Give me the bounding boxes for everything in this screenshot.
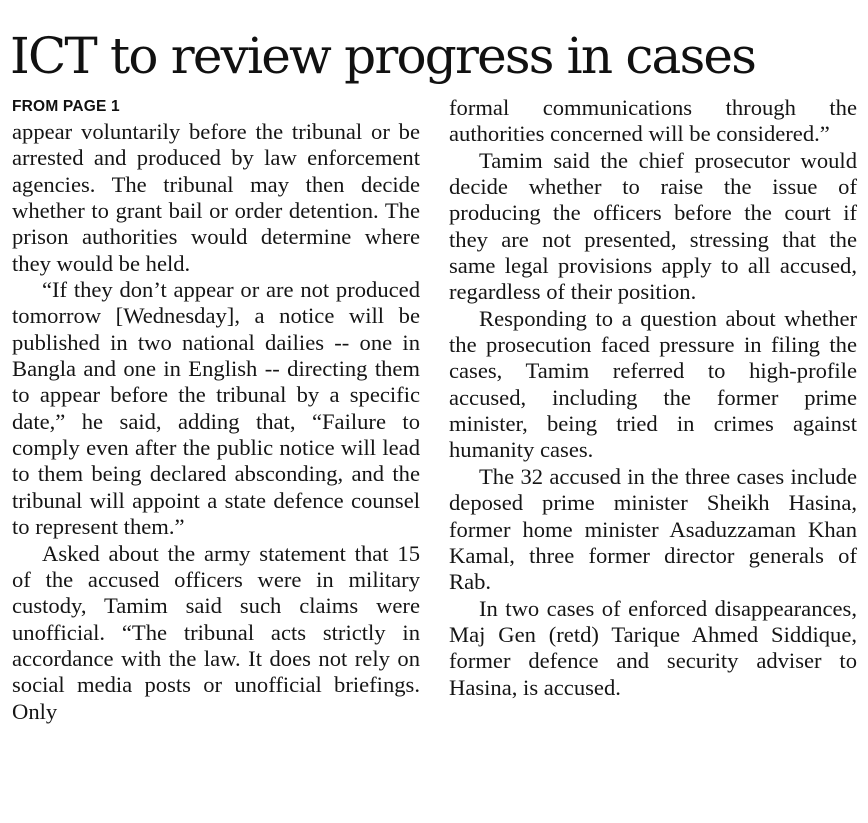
paragraph: In two cases of enforced disappearances, Maj Gen (retd) Tarique Ahmed Siddique, former defence and security adviser to Hasina, is accused. xyxy=(449,595,857,700)
paragraph: formal communications through the authorities concerned will be considered.” xyxy=(449,95,857,147)
paragraph: Asked about the army statement that 15 of the accused officers were in military custody, Tamim said such claims were unofficial. “The tribunal acts strictly in accordance with the law. It does not rely on social media posts or unofficial briefings. Only xyxy=(12,540,420,724)
paragraph: “If they don’t appear or are not produced tomorrow [Wednesday], a notice will be published in two national dailies -- one in Bangla and one in English -- directing them to appear before the tribunal by a specific date,” he said, adding that, “Failure to comply even after the public notice will lead to them being declared absconding, and the tribunal will appoint a state defence counsel to represent them.” xyxy=(12,277,420,540)
paragraph: The 32 accused in the three cases include deposed prime minister Sheikh Hasina, former home minister Asaduzzaman Khan Kamal, three former director generals of Rab. xyxy=(449,463,857,595)
paragraph: Responding to a question about whether the prosecution faced pressure in filing the cases, Tamim referred to high-profile accused, including the former prime minister, being tried in crimes against humanity cases. xyxy=(449,305,857,463)
continued-from-label: FROM PAGE 1 xyxy=(12,98,120,115)
headline: ICT to review progress in cases xyxy=(10,27,756,85)
paragraph: appear voluntarily before the tribunal or be arrested and produced by law enforcement agencies. The tribunal may then decide whether to grant bail or order detention. The prison authorities would determine where they would be held. xyxy=(12,119,420,276)
paragraph: Tamim said the chief prosecutor would decide whether to raise the issue of producing the officers before the court if they are not presented, stressing that the same legal provisions apply to all accused, regardless of their position. xyxy=(449,147,857,305)
right-column xyxy=(449,95,857,701)
left-column xyxy=(12,119,420,725)
